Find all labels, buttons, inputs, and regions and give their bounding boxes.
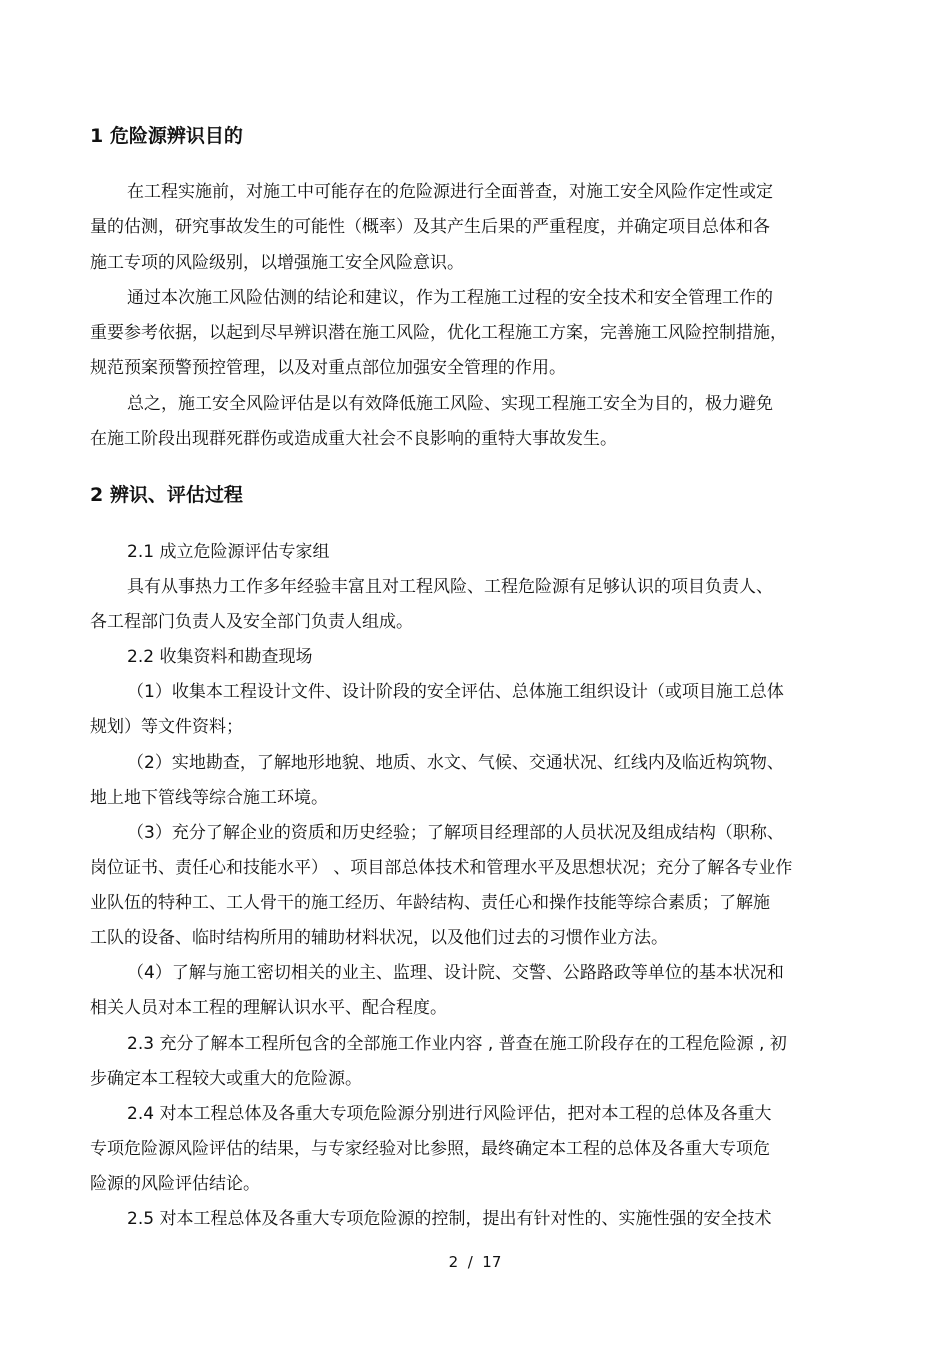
body-line-6: 规范预案预警预控管理，以及对重点部位加强安全管理的作用。 [90,358,566,378]
body-line-4: 通过本次施工风险估测的结论和建议，作为工程施工过程的安全技术和安全管理工作的 [127,288,773,308]
subsection-heading-2-1: 2.1 成立危险源评估专家组 [127,542,330,562]
section-heading-1: 1 危险源辨识目的 [90,125,243,147]
subsection-line-2-4: 2.4 对本工程总体及各重大专项危险源分别进行风险评估，把对本工程的总体及各重大 [127,1104,772,1124]
body-line-22: 专项危险源风险评估的结果，与专家经验对比参照，最终确定本工程的总体及各重大专项危 [90,1139,770,1159]
body-line-8: 在施工阶段出现群死群伤或造成重大社会不良影响的重特大事故发生。 [90,429,617,449]
body-line-12: 规划）等文件资料； [90,717,243,737]
body-line-15: （3）充分了解企业的资质和历史经验；了解项目经理部的人员状况及组成结构（职称、 [127,823,784,843]
subsection-heading-2-2: 2.2 收集资料和勘查现场 [127,647,313,667]
body-line-16: 岗位证书、责任心和技能水平） 、项目部总体技术和管理水平及思想状况；充分了解各专业作 [90,858,793,878]
body-line-2: 量的估测，研究事故发生的可能性（概率）及其产生后果的严重程度，并确定项目总体和各 [90,217,770,237]
body-line-11: （1）收集本工程设计文件、设计阶段的安全评估、总体施工组织设计（或项目施工总体 [127,682,784,702]
body-line-10: 各工程部门负责人及安全部门负责人组成。 [90,612,413,632]
body-line-7: 总之，施工安全风险评估是以有效降低施工风险、实现工程施工安全为目的，极力避免 [127,394,773,414]
subsection-line-2-3: 2.3 充分了解本工程所包含的全部施工作业内容 , 普查在施工阶段存在的工程危险源 , 初 [127,1034,787,1054]
body-line-9: 具有从事热力工作多年经验丰富且对工程风险、工程危险源有足够认识的项目负责人、 [127,577,773,597]
page-number: 2 / 17 [448,1253,502,1271]
body-line-3: 施工专项的风险级别，以增强施工安全风险意识。 [90,253,464,273]
body-line-21: 步确定本工程较大或重大的危险源。 [90,1069,362,1089]
body-line-13: （2）实地勘查，了解地形地貌、地质、水文、气候、交通状况、红线内及临近构筑物、 [127,753,784,773]
body-line-5: 重要参考依据，以起到尽早辨识潜在施工风险，优化工程施工方案，完善施工风险控制措施， [90,323,787,343]
section-heading-2: 2 辨识、评估过程 [90,484,243,506]
body-line-17: 业队伍的特种工、工人骨干的施工经历、年龄结构、责任心和操作技能等综合素质；了解施 [90,893,770,913]
body-line-14: 地上地下管线等综合施工环境。 [90,788,328,808]
body-line-1: 在工程实施前，对施工中可能存在的危险源进行全面普查，对施工安全风险作定性或定 [127,182,773,202]
body-line-20: 相关人员对本工程的理解认识水平、配合程度。 [90,998,447,1018]
body-line-19: （4）了解与施工密切相关的业主、监理、设计院、交警、公路路政等单位的基本状况和 [127,963,784,983]
body-line-18: 工队的设备、临时结构所用的辅助材料状况，以及他们过去的习惯作业方法。 [90,928,668,948]
body-line-23: 险源的风险评估结论。 [90,1174,260,1194]
subsection-line-2-5: 2.5 对本工程总体及各重大专项危险源的控制，提出有针对性的、实施性强的安全技术 [127,1209,772,1229]
